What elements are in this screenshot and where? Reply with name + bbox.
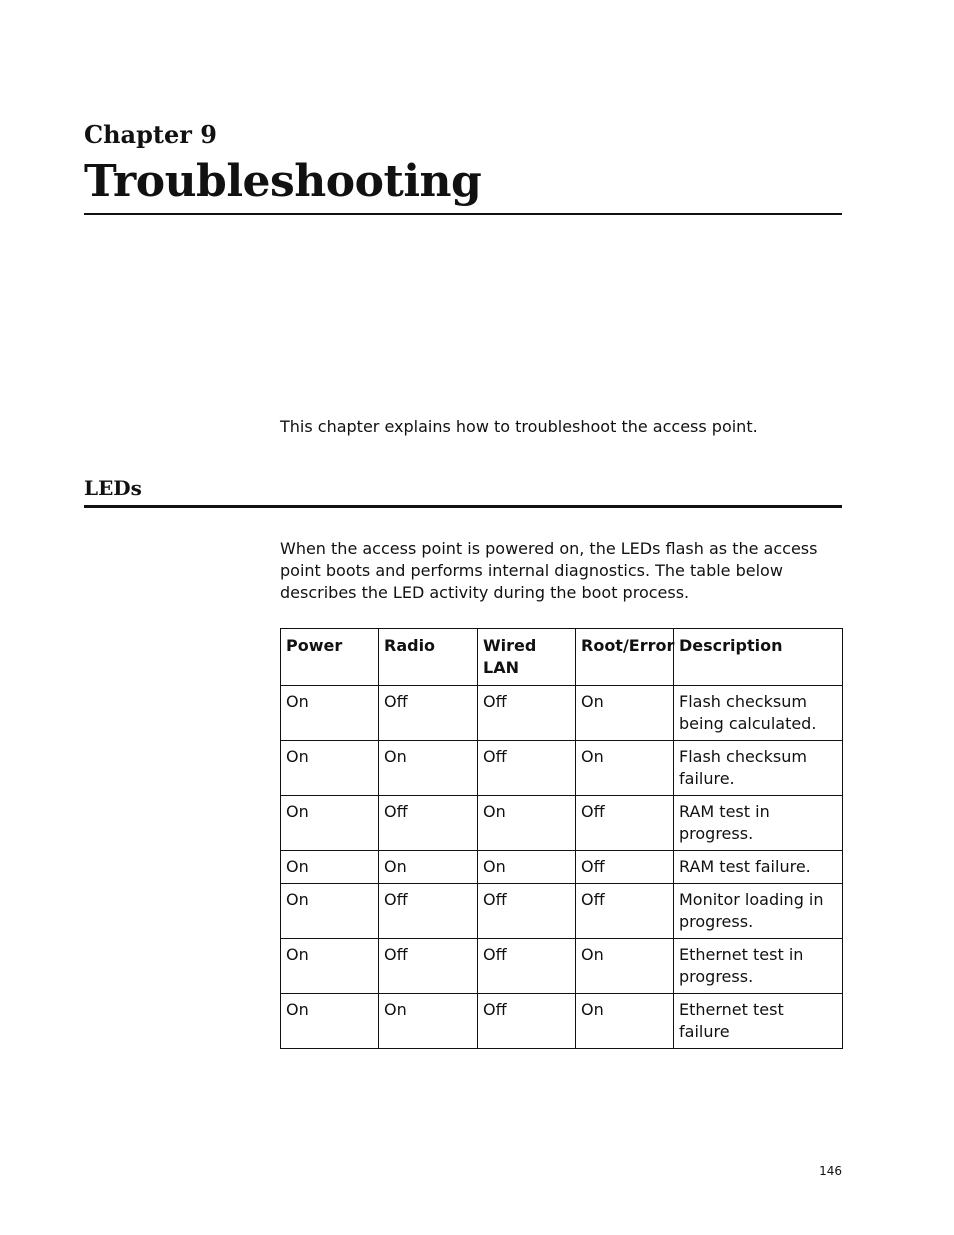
cell-power: On — [281, 796, 379, 851]
cell-description: Flash checksum being calculated. — [674, 686, 843, 741]
cell-description: Ethernet test failure — [674, 994, 843, 1049]
cell-wired-lan: Off — [478, 994, 576, 1049]
cell-root-error: Off — [576, 884, 674, 939]
cell-description: Ethernet test in progress. — [674, 939, 843, 994]
page-number: 146 — [819, 1164, 842, 1178]
cell-root-error: On — [576, 686, 674, 741]
header-wired-lan: Wired LAN — [478, 629, 576, 686]
cell-power: On — [281, 939, 379, 994]
table-row — [281, 796, 843, 851]
table-row — [281, 851, 843, 884]
cell-description: RAM test in progress. — [674, 796, 843, 851]
table-row — [281, 939, 843, 994]
cell-power: On — [281, 994, 379, 1049]
header-description: Description — [674, 629, 843, 686]
cell-power: On — [281, 851, 379, 884]
table-row — [281, 686, 843, 741]
cell-root-error: Off — [576, 851, 674, 884]
cell-wired-lan: Off — [478, 939, 576, 994]
cell-wired-lan: Off — [478, 686, 576, 741]
cell-description: Flash checksum failure. — [674, 741, 843, 796]
chapter-intro: This chapter explains how to troubleshoot the access point. — [280, 417, 758, 436]
led-table — [280, 628, 843, 1049]
cell-wired-lan: Off — [478, 884, 576, 939]
table-row — [281, 884, 843, 939]
cell-wired-lan: On — [478, 796, 576, 851]
chapter-label: Chapter 9 — [84, 120, 217, 149]
table-row — [281, 741, 843, 796]
cell-power: On — [281, 741, 379, 796]
header-power: Power — [281, 629, 379, 686]
section-title: LEDs — [84, 476, 142, 500]
header-root-error: Root/Error — [576, 629, 674, 686]
cell-radio: On — [379, 741, 478, 796]
cell-root-error: On — [576, 939, 674, 994]
cell-root-error: On — [576, 994, 674, 1049]
table-header-row — [281, 629, 843, 686]
cell-radio: Off — [379, 686, 478, 741]
cell-root-error: On — [576, 741, 674, 796]
section-body: When the access point is powered on, the LEDs flash as the access point boots and performs internal diagnostics. The table below describes the LED activity during the boot process. — [280, 539, 818, 602]
cell-wired-lan: On — [478, 851, 576, 884]
cell-radio: Off — [379, 939, 478, 994]
section-divider — [84, 505, 842, 508]
cell-power: On — [281, 686, 379, 741]
title-divider — [84, 213, 842, 215]
cell-radio: On — [379, 851, 478, 884]
cell-radio: On — [379, 994, 478, 1049]
cell-description: Monitor loading in progress. — [674, 884, 843, 939]
table-row — [281, 994, 843, 1049]
cell-description: RAM test failure. — [674, 851, 843, 884]
header-radio: Radio — [379, 629, 478, 686]
chapter-title: Troubleshooting — [84, 156, 482, 207]
cell-root-error: Off — [576, 796, 674, 851]
cell-wired-lan: Off — [478, 741, 576, 796]
cell-radio: Off — [379, 796, 478, 851]
cell-radio: Off — [379, 884, 478, 939]
cell-power: On — [281, 884, 379, 939]
